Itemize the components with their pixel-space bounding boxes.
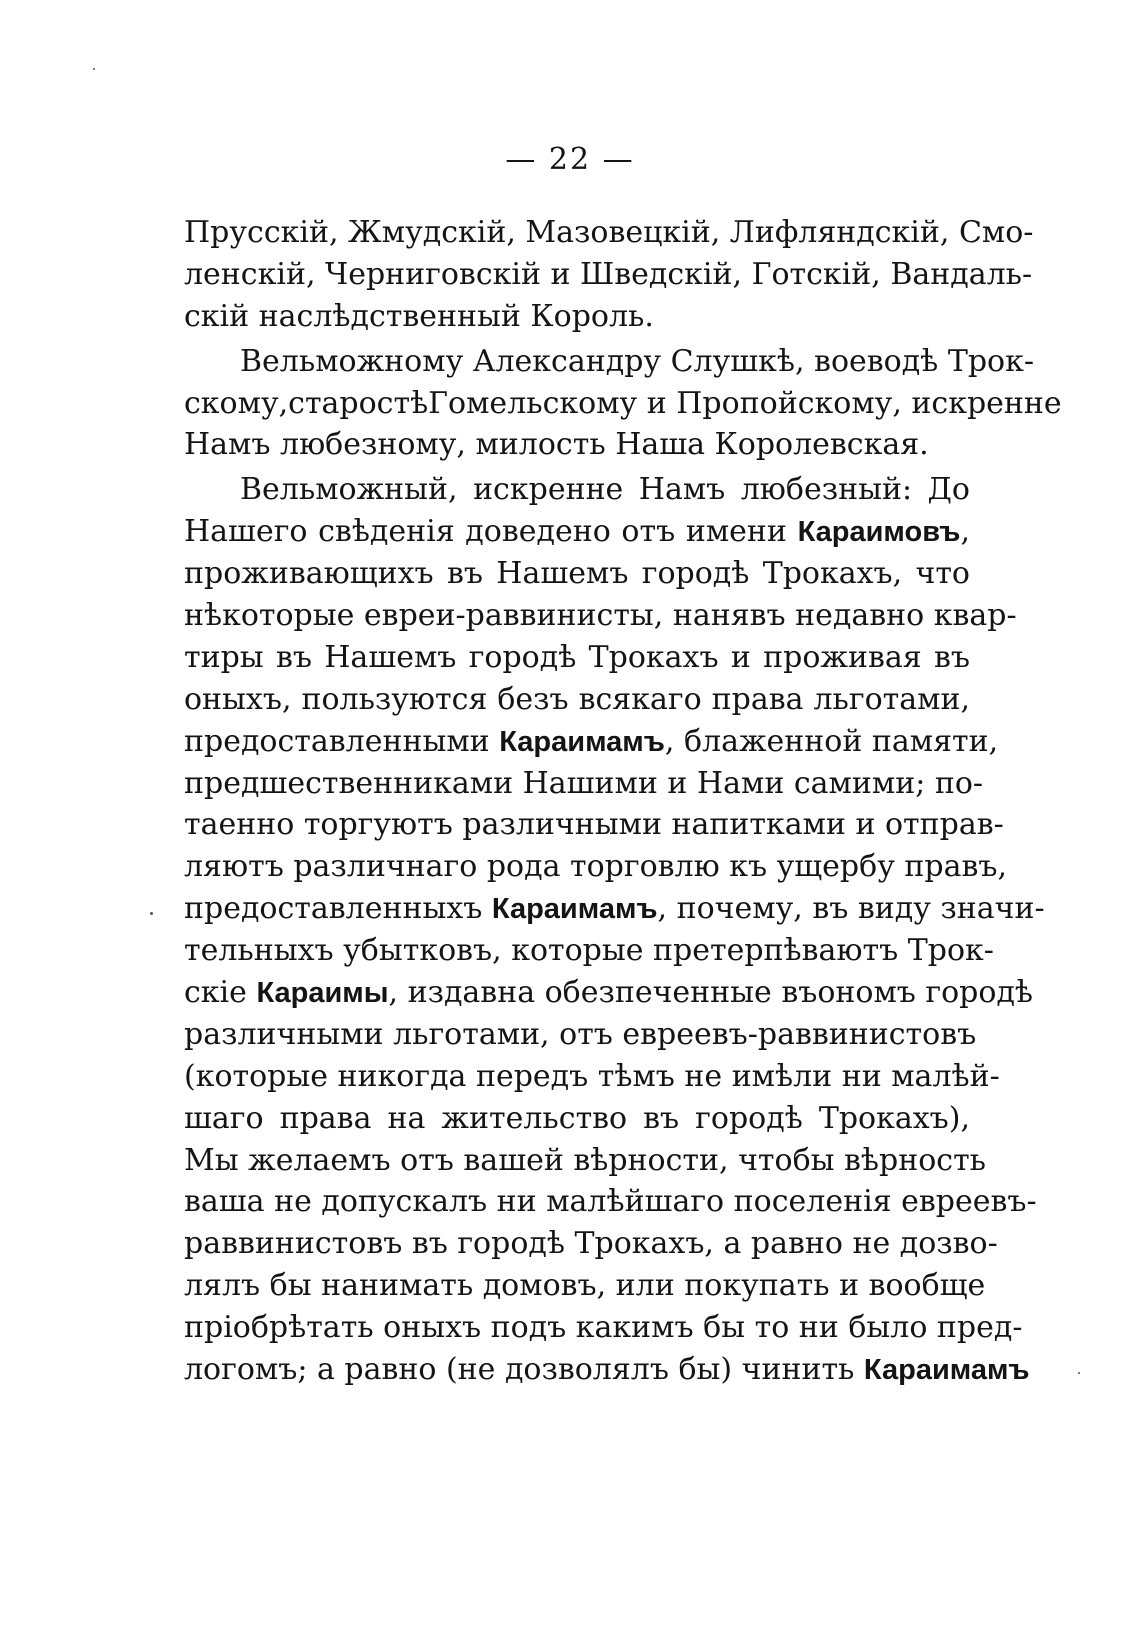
text-segment: скіе — [184, 975, 257, 1011]
text-segment: тиры въ Нашемъ городѣ Трокахъ и проживая въ — [184, 639, 970, 675]
text-line — [184, 383, 1062, 425]
text-line — [184, 1349, 1030, 1391]
text-segment: Вельможному Александру Слушкѣ, воеводѣ Трок- — [240, 343, 1034, 379]
text-line — [184, 212, 1034, 254]
text-segment: Мы желаемъ отъ вашей вѣрности, чтобы вѣрность — [184, 1142, 987, 1178]
emphasized-word: Караимамъ — [863, 1354, 1030, 1387]
text-line — [184, 1140, 987, 1182]
text-line — [184, 1014, 977, 1056]
text-line — [184, 888, 1045, 930]
text-segment: , — [960, 514, 970, 550]
text-line — [184, 679, 970, 721]
text-line — [184, 804, 1004, 846]
text-line — [184, 1098, 970, 1140]
text-line — [184, 595, 1017, 637]
text-line — [184, 341, 1034, 383]
text-line — [184, 1223, 998, 1265]
text-segment: , блаженной памяти, — [664, 723, 999, 759]
text-segment: ваша не допускалъ ни малѣйшаго поселенія евреевъ- — [184, 1184, 1037, 1220]
text-line — [184, 763, 984, 805]
text-segment: лялъ бы нанимать домовъ, или покупать и вообще — [184, 1268, 986, 1304]
text-segment: различными льготами, отъ евреевъ-раввинистовъ — [184, 1016, 977, 1052]
text-segment: Прусскій, Жмудскій, Мазовецкій, Лифляндскій, Смо- — [184, 215, 1034, 250]
text-line — [184, 972, 1034, 1014]
text-segment: скій наслѣдственный Король. — [184, 298, 654, 334]
text-segment: таенно торгуютъ различными напитками и отправ- — [184, 807, 1004, 843]
text-line — [184, 721, 999, 763]
text-line — [184, 296, 970, 338]
text-line — [184, 1056, 1000, 1098]
text-segment: шаго права на жительство въ городѣ Трокахъ), — [184, 1100, 970, 1136]
text-line — [184, 469, 970, 511]
text-line — [184, 1265, 986, 1307]
text-line — [184, 511, 970, 553]
text-segment: ленскій, Черниговскій и Шведскій, Готскій, Вандаль- — [184, 256, 1033, 292]
text-line — [184, 930, 994, 972]
text-segment: скому,старостѣГомельскому и Пропойскому, искренне — [184, 385, 1062, 421]
emphasized-word: Караимамъ — [499, 725, 665, 758]
text-segment: предоставленными — [184, 723, 500, 759]
text-segment: Намъ любезному, милость Наша Королевская. — [184, 427, 929, 463]
text-segment: (которые никогда передъ тѣмъ не имѣли ни малѣй- — [184, 1058, 1000, 1094]
text-line — [184, 553, 970, 595]
text-line — [184, 846, 1007, 888]
scan-speck — [150, 912, 153, 915]
body-text — [184, 212, 1062, 1391]
text-segment: проживающихъ въ Нашемъ городѣ Трокахъ, что — [184, 556, 970, 592]
text-segment: пріобрѣтать оныхъ подъ какимъ бы то ни было пред- — [184, 1310, 1023, 1346]
page-number: — 22 — — [505, 142, 635, 177]
text-segment: , издавна обезпеченные въономъ городѣ — [388, 975, 1034, 1011]
text-segment: Нашего свѣденія доведено отъ имени — [184, 514, 798, 550]
text-segment: Вельможный, искренне Намъ любезный: До — [240, 472, 970, 508]
text-line — [184, 254, 1033, 296]
text-segment: , почему, въ виду значи- — [657, 891, 1045, 927]
text-segment: нѣкоторые евреи-раввинисты, нанявъ недавно квар- — [184, 598, 1017, 634]
text-segment: оныхъ, пользуются безъ всякаго права льготами, — [184, 681, 970, 717]
text-segment: тельныхъ убытковъ, которые претерпѣваютъ Трок- — [184, 933, 994, 969]
scan-speck — [93, 68, 95, 70]
text-segment: логомъ; а равно (не дозволялъ бы) чинить — [184, 1352, 864, 1388]
text-line — [184, 424, 970, 466]
text-segment: предшественниками Нашими и Нами самими; по- — [184, 765, 984, 801]
text-line — [184, 1181, 1037, 1223]
text-segment: ляютъ различнаго рода торговлю къ ущербу правъ, — [184, 849, 1007, 885]
text-line — [184, 637, 970, 679]
text-segment: предоставленныхъ — [184, 891, 492, 927]
emphasized-word: Караимамъ — [491, 893, 658, 926]
emphasized-word: Караимы — [256, 977, 389, 1010]
emphasized-word: Караимовъ — [797, 516, 961, 549]
text-segment: раввинистовъ въ городѣ Трокахъ, а равно не дозво- — [184, 1226, 998, 1262]
text-line — [184, 1307, 1023, 1349]
scan-speck — [1078, 1372, 1080, 1374]
